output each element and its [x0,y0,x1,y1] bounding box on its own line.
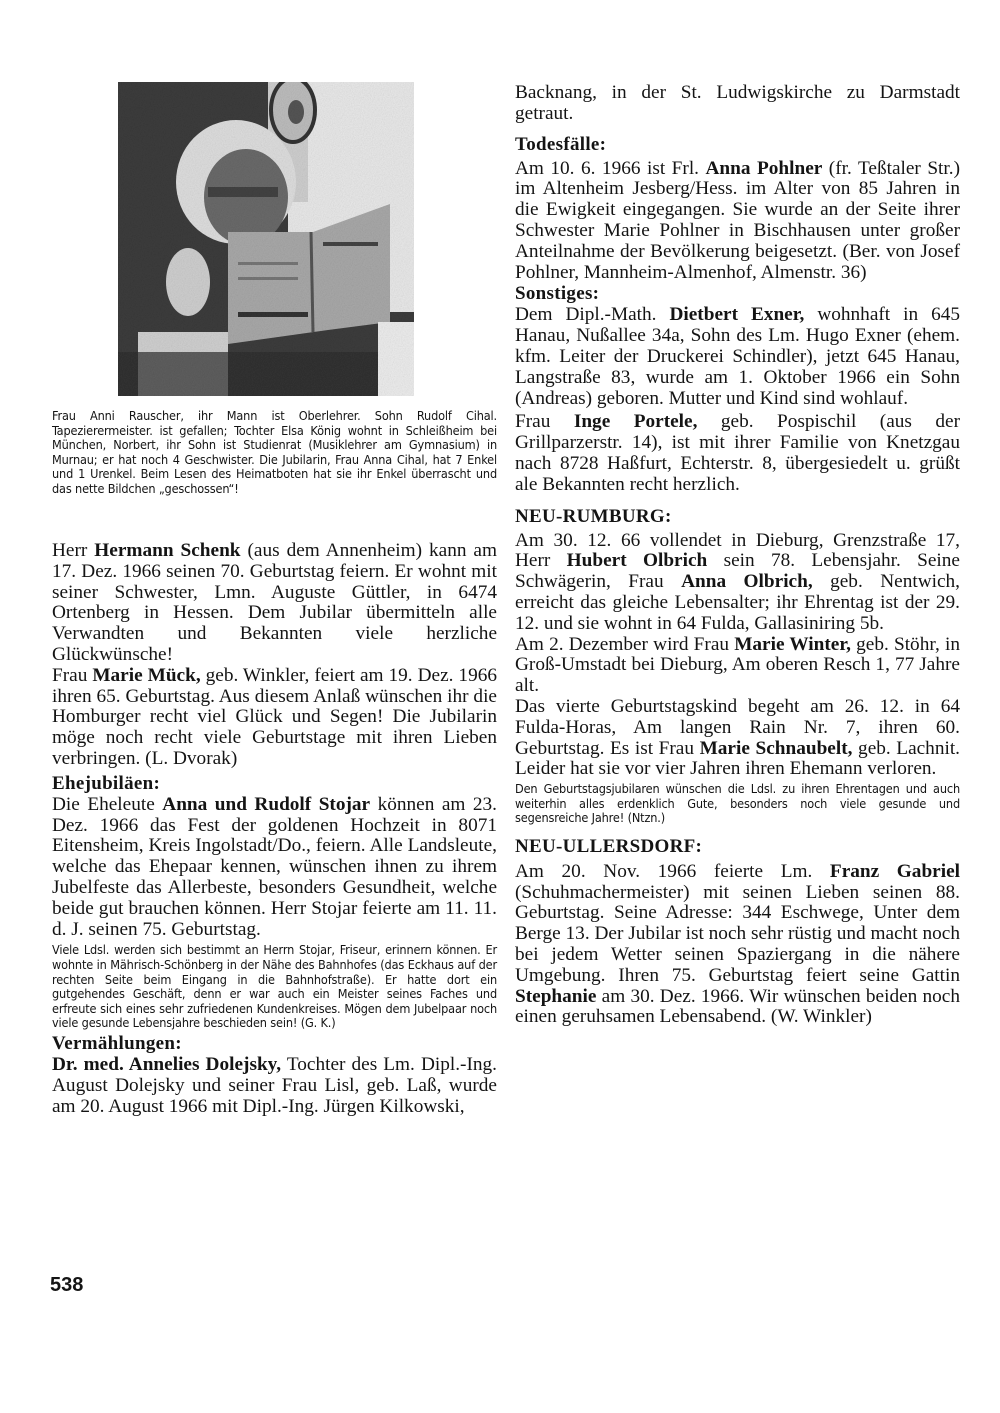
person-name: Anna und Rudolf Stojar [162,793,371,815]
page-number: 538 [50,1274,84,1296]
article-schnaubelt: Das vierte Geburtstagskind begeht am 26. 12. in 64 Fulda-Horas, Am langen Rain Nr. 7, ihren 60. Geburtstag. Es ist Frau Marie Schnaubelt, geb. Lachnit. Leider hat sie vor vier Jahren ihren Ehemann verloren. [515,695,961,780]
photo-illustration [118,82,414,396]
person-name: Inge Portele, [573,411,698,433]
section-heading-sonstiges: Sonstiges: [515,283,600,305]
article-dolejsky-continued: Backnang, in der St. Ludwigskirche zu Darmstadt getraut. [515,82,960,124]
person-name: Marie Mück, [92,664,201,686]
article-mueck: Frau Marie Mück, geb. Winkler, feiert am 19. Dez. 1966 ihren 65. Geburtstag. Aus diesem Anlaß wünschen ihr die Homburger recht viel Glück und Segen! Die Jubilarin möge noch recht viele Geburtstage mit ihren Lieben verbringen. (L. Dvorak) [52,664,497,769]
article-pohlner: Am 10. 6. 1966 ist Frl. Anna Pohlner (fr. Teßtaler Str.) im Altenheim Jesberg/Hess. im Alter von 85 Jahren in die Ewigkeit eingegangen. Sie wurde an der Seite ihrer Schwester Marie Pohlner in Bischhausen unter großer Anteilnahme der Bevölkerung beigesetzt. (Ber. von Josef Pohlner, Mannheim-Almenhof, Almenstr. 36) [515,157,960,283]
article-schenk: Herr Hermann Schenk (aus dem Annenheim) kann am 17. Dez. 1966 seinen 70. Geburtstag feiern. Er wohnt mit seiner Schwester, Lmn. Auguste Güttler, in 6474 Ortenberg in Hessen. Dem Jubilar übermitteln alle Verwandten und Bekannten viele herzliche Glückwünsche! [52,540,497,665]
article-stojar-note: Viele Ldsl. werden sich bestimmt an Herrn Stojar, Friseur, erinnern können. Er wohnte in Mährisch-Schönberg in der Nähe des Bahnhofes (das Eckhaus auf der rechten Seite beim Eingang in die Bahnhofstraße). Er hatte dort ein gutgehendes Geschäft, denn er war auch ein Meister seines Faches und erfreute sich eines sehr zufriedenen Kundenkreises. Mögen dem Jubelpaar noch viele gesunde Lebensjahre beschieden sein! (G. K.) [52,942,497,1031]
person-name: Franz Gabriel [829,860,960,882]
person-name: Marie Schnaubelt, [699,737,853,759]
person-name: Hermann Schenk [94,540,241,561]
photo-woman-reading [118,82,414,396]
section-heading-neu-rumburg: NEU-RUMBURG: [515,505,672,527]
section-heading-vermaehlungen: Vermählungen: [52,1032,182,1054]
article-exner: Dem Dipl.-Math. Dietbert Exner, wohnhaft in 645 Hanau, Nußallee 34a, Sohn des Lm. Hugo Exner (ehem. kfm. Leiter der Druckerei Schindler), jetzt 645 Hanau, Langstraße 83, wurde am 1. Oktober 1966 ein Sohn (Andreas) geboren. Mutter und Kind sind wohlauf. [515,304,961,409]
article-dolejsky: Dr. med. Annelies Dolejsky, Tochter des Lm. Dipl.-Ing. August Dolejsky und seiner Frau Lisl, geb. Laß, wurde am 20. August 1966 mit Dipl.-Ing. Jürgen Kilkowski, [52,1053,497,1117]
person-name: Anna Pohlner [705,157,823,179]
article-gabriel: Am 20. Nov. 1966 feierte Lm. Franz Gabriel (Schuhmachermeister) mit seinen Lieben seinen 88. Geburtstag. Seine Adresse: 344 Eschwege, Unter dem Berge 13. Der Jubilar ist noch sehr rüstig und macht noch bei jedem Wetter seinen Spaziergang in die nähere Umgebung. Ihren 75. Geburtstag feiert seine Gattin Stephanie am 30. Dez. 1966. Wir wünschen beiden noch einen geruhsamen Lebensabend. (W. Winkler) [515,860,960,1028]
section-heading-ehejubilaeen: Ehejubiläen: [52,772,161,794]
article-stojar: Die Eheleute Anna und Rudolf Stojar können am 23. Dez. 1966 das Fest der goldenen Hochzeit in 8071 Eitensheim, Kreis Ingolstadt/Do., feiern. Alle Landsleute, welche das Ehepaar kennen, wünschen ihnen zu ihrem Jubelfeste das Allerbeste, besonders Gesundheit, welche beide gut brauchen können. Herr Stojar feierte am 11. 11. d. J. seinen 75. Geburtstag. [52,793,497,940]
section-heading-neu-ullersdorf: NEU-ULLERSDORF: [515,835,703,857]
person-name: Marie Winter, [734,633,851,655]
person-name: Anna Olbrich, [681,571,813,593]
section-heading-todesfaelle: Todesfälle: [515,133,607,155]
person-name: Stephanie [515,985,597,1007]
article-olbrich: Am 30. 12. 66 vollendet in Dieburg, Grenzstraße 17, Herr Hubert Olbrich sein 78. Lebensjahr. Seine Schwägerin, Frau Anna Olbrich, geb. Nentwich, erreicht das gleiche Lebensalter; ihr Ehrentag ist der 29. 12. und sie wohnt in 64 Fulda, Gallasiniring 5b. [515,529,960,634]
article-portele: Frau Inge Portele, geb. Pospischil (aus der Grillparzerstr. 14), ist mit ihrer Familie von Knetzgau nach 8728 Haßfurt, Echterstr. 8, übergesiedelt u. grüßt ale Bekannten recht herzlich. [515,411,961,495]
person-name: Dietbert Exner, [669,304,805,326]
photo-caption: Frau Anni Rauscher, ihr Mann ist Oberlehrer. Sohn Rudolf Cihal. Tapezierermeister. ist gefallen; Tochter Elsa König wohnt in Schleißheim bei München, Norbert, ihr Sohn ist Studienrat (Musiklehrer am Gymnasium) in Murnau; er hat noch 4 Geschwister. Die Jubilarin, Frau Anna Cihal, hat 7 Enkel und 1 Urenkel. Beim Lesen des Heimatboten hat sie ihr Enkel überrascht und das nette Bildchen „geschossen“! [52,408,497,496]
greeting-note: Den Geburtstagsjubilaren wünschen die Ldsl. zu ihren Ehrentagen und auch weiterhin alles erdenklich Gute, besonders noch viele gesunde und segensreiche Jahre! (Ntzn.) [515,781,960,826]
person-name: Dr. med. Annelies Dolejsky, [52,1053,282,1075]
person-name: Hubert Olbrich [566,550,708,572]
article-winter: Am 2. Dezember wird Frau Marie Winter, geb. Stöhr, in Groß-Umstadt bei Dieburg, Am oberen Resch 1, 77 Jahre alt. [515,633,960,697]
